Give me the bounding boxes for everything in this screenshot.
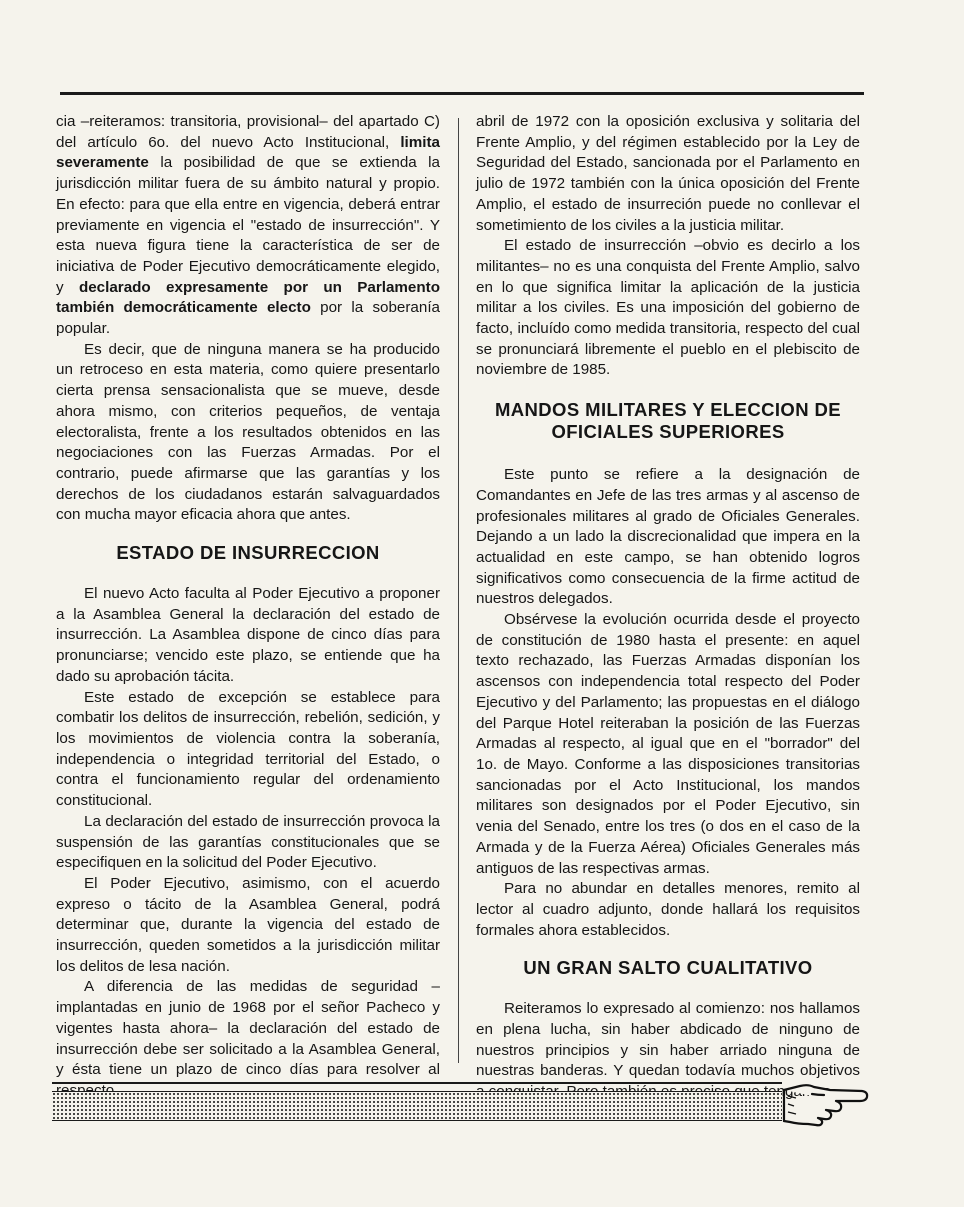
section-heading-mandos: MANDOS MILITARES Y ELECCION DE OFICIALES SUPERIORES xyxy=(494,399,842,443)
paragraph: Es decir, que de ninguna manera se ha producido un retroceso en esta materia, como quiere presentarlo cierta prensa sensacionalista que se mueve, desde ahora mismo, con criterios pequeños, de ventaja electoralista, frente a los resultados obtenidos en las negociaciones con las Fuerzas Armadas. Por el contrario, puede afirmarse que las garantías y los derechos de los ciudadanos estarán salvaguardados con mucha mayor eficacia ahora que antes. xyxy=(56,340,440,524)
column-divider xyxy=(458,118,459,1063)
paragraph: abril de 1972 con la oposición exclusiva y solitaria del Frente Amplio, y del régimen establecido por la Ley de Seguridad del Estado, sancionada por el Parlamento en julio de 1972 también con la única oposición del Frente Amplio, el estado de insurreción puede no conllevar el sometimiento de los civiles a la justicia militar. xyxy=(476,113,860,234)
paragraph: Obsérvese la evolución ocurrida desde el proyecto de constitución de 1980 hasta el presente: en aquel texto rechazado, las Fuerzas Armadas disponían los ascensos con independencia total respecto del Poder Ejecutivo y del Parlamento; las propuestas en el diálogo del Parque Hotel reiteraban la posición de las Fuerzas Armadas al respecto, al igual que en el "borrador" del 1o. de Mayo. Conforme a las disposiciones transitorias sancionadas por el Acto Institucional, los mandos militares son designados por el Poder Ejecutivo, sin venia del Senado, entre los tres (o dos en el caso de la Armada y de la Fuerza Aérea) Oficiales Generales más antiguos de las respectivas armas. xyxy=(476,611,860,877)
paragraph: Este estado de excepción se establece para combatir los delitos de insurrección, rebelión, sedición, y los movimientos de violencia contra la soberanía, independencia o integridad territorial del Estado, o contra el funcionamiento regular del ordenamiento constitucional. xyxy=(56,688,440,810)
paragraph: cia –reiteramos: transitoria, provisional– del apartado C) del artículo 6o. del nuevo Acto Institucional, limita severamente la posibilidad de que se extienda la jurisdicción militar fuera de su ámbito natural y propio. En efecto: para que ella entre en vigencia, deberá entrar previamente en vigencia el "estado de insurrección". Y esta nueva figura tiene la característica de ser de iniciativa de Poder Ejecutivo democráticamente elegido, y declarado expresamente por un Parlamento también democráticamente electo por la soberanía popular. xyxy=(56,113,440,338)
paragraph: Para no abundar en detalles menores, remito al lector al cuadro adjunto, donde hallará los requisitos formales ahora establecidos. xyxy=(476,880,860,939)
pointing-hand-icon xyxy=(778,1078,870,1130)
section-heading-insurreccion: ESTADO DE INSURRECCION xyxy=(116,542,380,564)
halftone-band xyxy=(52,1091,782,1121)
paragraph: El nuevo Acto faculta al Poder Ejecutivo a proponer a la Asamblea General la declaración del estado de insurrección. La Asamblea dispone de cinco días para pronunciarse; vencido este plazo, se entiende que ha dado su aprobación tácita. xyxy=(56,585,440,685)
paragraph: Este punto se refiere a la designación de Comandantes en Jefe de las tres armas y al ascenso de profesionales militares al grado de Oficiales Generales. Dejando a un lado la discrecionalidad que impera en la actualidad en este campo, se han obtenido logros significativos como consecuencia de la firme actitud de nuestros delegados. xyxy=(476,466,860,608)
paragraph: A diferencia de las medidas de seguridad –implantadas en junio de 1968 por el señor Pacheco y vigentes hasta ahora– la declaración del estado de insurrección debe ser solicitado a la Asamblea General, y ésta tiene un plazo de cinco días para resolver al xyxy=(56,978,440,1079)
paragraph: El Poder Ejecutivo, asimismo, con el acuerdo expreso o tácito de la Asamblea General, podrá determinar que, durante la vigencia del estado de insurrección, queden sometidos a la jurisdicción militar los delitos de lesa nación. xyxy=(56,874,440,975)
paragraph: La declaración del estado de insurrección provoca la suspensión de las garantías constitucionales que se especifiquen en la solicitud del Poder Ejecutivo. xyxy=(56,812,440,872)
paragraph: El estado de insurrección –obvio es decirlo a los militantes– no es una conquista del Frente Amplio, salvo en lo que significa limitar la aplicación de la justicia militar a los civiles. Es una imposición del gobierno de facto, incluído como medida transitoria, respecto del cual se pronunciará libremente el pueblo en el plebiscito de noviembre de 1985. xyxy=(476,237,860,379)
left-column xyxy=(56,112,440,1122)
section-heading-salto: UN GRAN SALTO CUALITATIVO xyxy=(523,957,813,979)
bottom-rule xyxy=(52,1082,782,1084)
top-rule xyxy=(60,92,864,95)
paragraph: Reiteramos lo expresado al comienzo: nos hallamos en plena lucha, sin haber abdicado de ninguno de nuestros principios y sin haber arriado ninguna de nuestras banderas. Y quedan todavía muchos objetivos xyxy=(476,1000,860,1080)
right-column xyxy=(476,112,860,1103)
